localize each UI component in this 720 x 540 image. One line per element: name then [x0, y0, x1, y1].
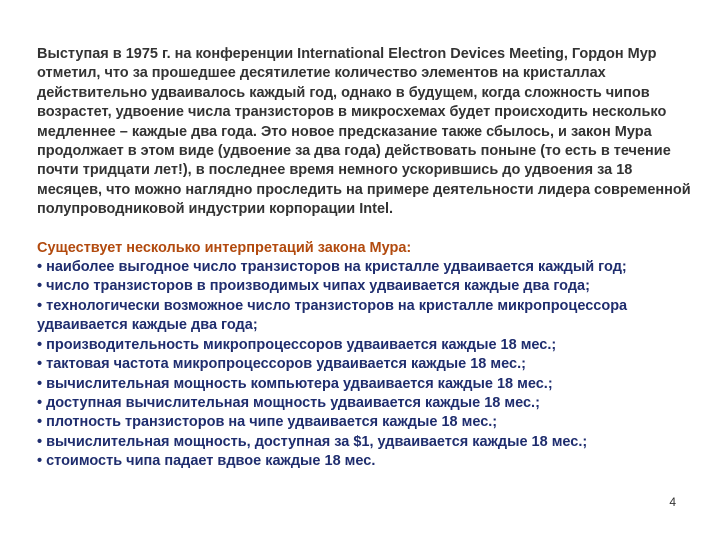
page-number: 4	[669, 495, 676, 509]
list-item: • тактовая частота микропроцессоров удваивается каждые 18 мес.;	[37, 356, 526, 373]
list-item: • технологически возможное число транзисторов на кристалле микропроцессора удваивается каждые два года;	[37, 297, 628, 334]
list-item: • производительность микропроцессоров удваивается каждые 18 мес.;	[37, 336, 557, 353]
list-item: • наиболее выгодное число транзисторов на кристалле удваивается каждый год;	[37, 259, 627, 276]
list-item: • число транзисторов в производимых чипах удваивается каждые два года;	[37, 278, 590, 295]
list-item: • вычислительная мощность компьютера удваивается каждые 18 мес.;	[37, 375, 553, 392]
interpretations-list	[37, 258, 697, 471]
list-item: • плотность транзисторов на чипе удваивается каждые 18 мес.;	[37, 414, 498, 431]
slide-content	[37, 45, 697, 472]
list-item: • стоимость чипа падает вдвое каждые 18 мес.	[37, 453, 376, 470]
intro-paragraph: Выступая в 1975 г. на конференции International Electron Devices Meeting, Гордон Мур отметил, что за прошедшее десятилетие количество элементов на кристаллах действительно удваивалось каждый год, однако в будущем, когда сложность чипов возрастет, удвоение числа транзисторов в микросхемах будет происходить несколько медленнее – каждые два года. Это новое предсказание также сбылось, и закон Мура продолжает в этом виде (удвоение за два года) действовать поныне (то есть в течение почти тридцати лет!), в последнее время немного ускорившись до удвоения за 18 месяцев, что можно наглядно проследить на примере деятельности лидера современной полупроводниковой индустрии корпорации Intel.	[37, 46, 691, 218]
interpretations-heading: Существует несколько интерпретаций закона Мура:	[37, 239, 412, 256]
list-item: • доступная вычислительная мощность удваивается каждые 18 мес.;	[37, 394, 540, 411]
list-item: • вычислительная мощность, доступная за $1, удваивается каждые 18 мес.;	[37, 433, 588, 450]
